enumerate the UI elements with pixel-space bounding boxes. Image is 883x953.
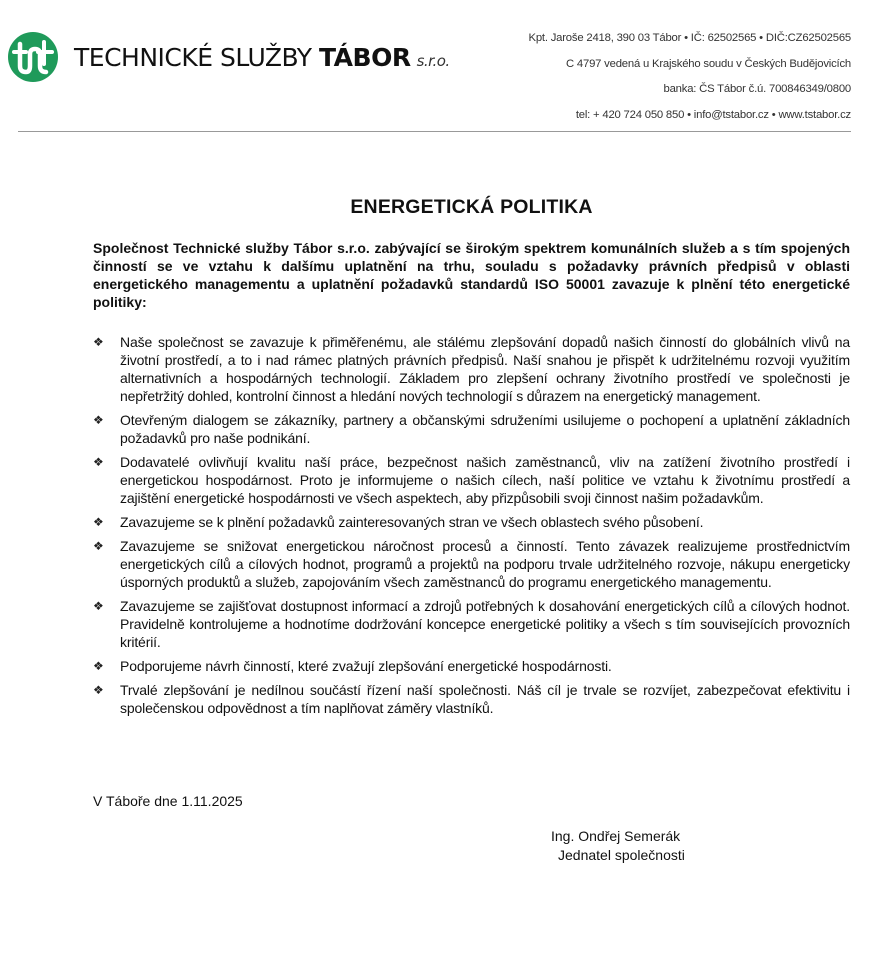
company-name — [74, 43, 450, 72]
policy-item-text: Naše společnost se zavazuje k přiměřenému, ale stálému zlepšování dopadů našich činností do globálních vlivů na životní prostředí, a to i nad rámec platných právních předpisů. Naší snahou je přispět k udržitelnému rozvoji využitím alternativních a hospodárných technologií. Základem pro zlepšení ochrany životního prostředí ve společnosti je nepřetržitý dohled, kontrolní činnost a hledání nových technologií s důrazem na energetický management. — [120, 334, 850, 404]
policy-item-text: Dodavatelé ovlivňují kvalitu naší práce, bezpečnost našich zaměstnanců, vliv na zatížení životního prostředí i energetickou hospodárnost. Proto je informujeme o našich cílech, naší politice ve vztahu k životnímu prostředí a zajištění energetické hospodárnosti ve všech aspektech, aby přizpůsobili svoji činnost našim požadavkům. — [120, 454, 850, 506]
contact-bank: banka: ČS Tábor č.ú. 700846349/0800 — [663, 83, 851, 95]
diamond-dots-icon: ❖ — [93, 515, 104, 529]
contact-phone-email-web: tel: + 420 724 050 850 • info@tstabor.cz • www.tstabor.cz — [575, 108, 851, 121]
diamond-dots-icon: ❖ — [93, 413, 104, 427]
policy-item — [93, 513, 850, 531]
policy-item-text: Zavazujeme se k plnění požadavků zainteresovaných stran ve všech oblastech svého působení. — [120, 514, 704, 530]
company-name-suffix: s.r.o. — [416, 51, 450, 70]
contact-registry: C 4797 vedená u Krajského soudu v Českých Budějovicích — [566, 57, 851, 70]
policy-item — [93, 537, 850, 591]
diamond-dots-icon: ❖ — [93, 683, 104, 697]
intro-paragraph: Společnost Technické služby Tábor s.r.o. zabývající se širokým spektrem komunálních služeb a s tím spojených činností se ve vztahu k dalšímu uplatnění na trhu, souladu s požadavky právních předpisů v oblasti energetického managementu a uplatnění požadavků standardů ISO 50001 zavazuje k plnění této energetické politiky: — [93, 240, 850, 310]
signatory-role: Jednatel společnosti — [558, 847, 685, 863]
diamond-dots-icon: ❖ — [93, 455, 104, 469]
policy-list — [93, 333, 850, 723]
policy-item — [93, 681, 850, 717]
signature-block — [551, 827, 685, 865]
signatory-name: Ing. Ondřej Semerák — [551, 828, 681, 844]
company-name-regular: TECHNICKÉ SLUŽBY — [74, 42, 312, 72]
diamond-dots-icon: ❖ — [93, 335, 104, 349]
policy-item — [93, 411, 850, 447]
policy-item — [93, 597, 850, 651]
date-line: V Táboře dne 1.11.2025 — [93, 793, 243, 809]
document-title: ENERGETICKÁ POLITIKA — [350, 196, 593, 218]
tst-logo-icon — [8, 32, 58, 82]
policy-item — [93, 657, 850, 675]
policy-item-text: Zavazujeme se zajišťovat dostupnost informací a zdrojů potřebných k dosahování energetických cílů a cílových hodnot. Pravidelně kontrolujeme a hodnotíme dodržování koncepce energetické politiky a všech s tím souvisejících provozních kritérií. — [120, 598, 850, 650]
contact-block — [528, 26, 851, 128]
policy-item — [93, 333, 850, 405]
header-divider — [18, 131, 851, 132]
contact-address: Kpt. Jaroše 2418, 390 03 Tábor • IČ: 62502565 • DIČ:CZ62502565 — [528, 32, 851, 44]
diamond-dots-icon: ❖ — [93, 659, 104, 673]
policy-item-text: Zavazujeme se snižovat energetickou náročnost procesů a činností. Tento závazek realizujeme prostřednictvím energetických cílů a cílových hodnot, programů a projektů na podporu trvale udržitelného rozvoje, nákupu energeticky úsporných produktů a služeb, zapojováním všech zaměstnanců do programu energetického managementu. — [120, 538, 850, 590]
policy-item — [93, 453, 850, 507]
policy-item-text: Podporujeme návrh činností, které zvažují zlepšování energetické hospodárnosti. — [120, 658, 612, 674]
diamond-dots-icon: ❖ — [93, 539, 104, 553]
diamond-dots-icon: ❖ — [93, 599, 104, 613]
policy-item-text: Otevřeným dialogem se zákazníky, partnery a občanskými sdruženími usilujeme o pochopení a uplatnění základních požadavků pro naše podnikání. — [120, 412, 850, 446]
company-logo — [8, 32, 450, 82]
policy-item-text: Trvalé zlepšování je nedílnou součástí řízení naší společnosti. Náš cíl je trvale se rozvíjet, zabezpečovat efektivitu i společenskou odpovědnost a tím naplňovat záměry vlastníků. — [120, 682, 850, 716]
company-name-bold: TÁBOR — [319, 42, 411, 72]
